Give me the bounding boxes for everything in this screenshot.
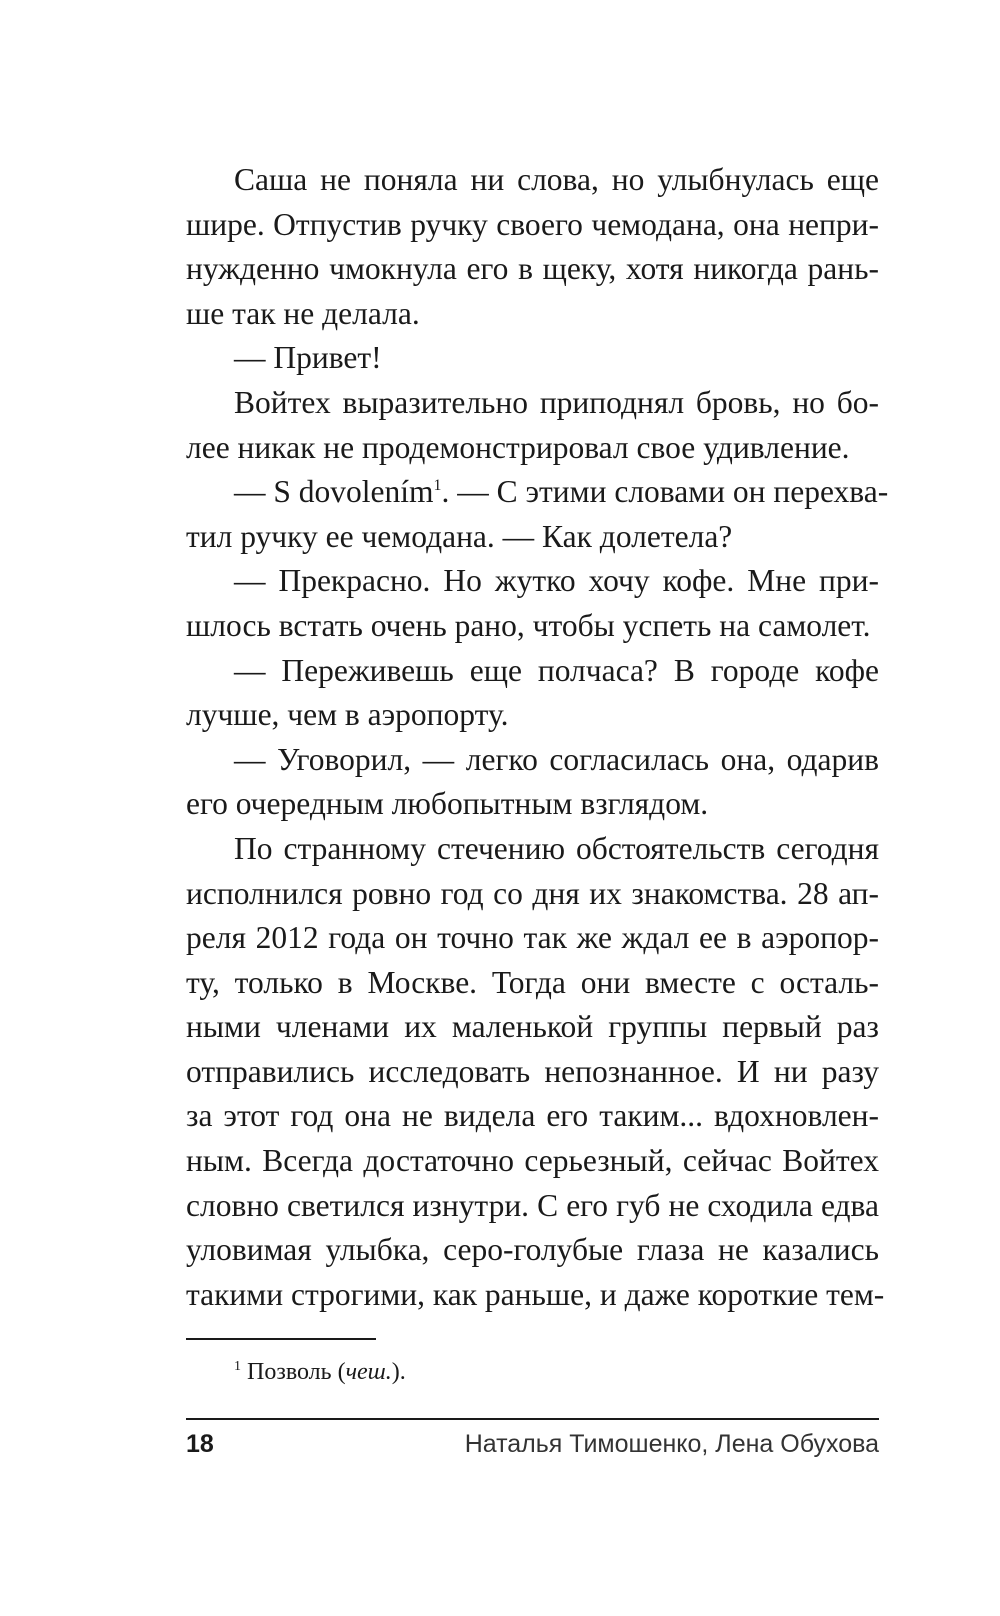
text-line: — Переживешь еще полчаса? В городе кофе xyxy=(234,652,879,688)
text-line: нужденно чмокнула его в щеку, хотя никогда рань- xyxy=(186,251,879,287)
text-line: исполнился ровно год со дня их знакомства. 28 ап- xyxy=(186,875,879,911)
text-line: Войтех выразительно приподнял бровь, но бо- xyxy=(234,384,879,420)
page-number: 18 xyxy=(186,1430,214,1458)
text-line: отправились исследовать непознанное. И ни разу xyxy=(186,1053,879,1089)
text-line: за этот год она не видела его таким... вдохновлен- xyxy=(186,1098,879,1134)
text-line: — Прекрасно. Но жутко хочу кофе. Мне при- xyxy=(234,563,879,599)
text-line: словно светился изнутри. С его губ не сходила едва xyxy=(186,1187,879,1223)
text-line: ными членами их маленькой группы первый раз xyxy=(186,1009,879,1045)
text-line: шире. Отпустив ручку своего чемодана, она непри- xyxy=(186,206,879,242)
text-line: такими строгими, как раньше, и даже короткие тем- xyxy=(186,1276,885,1312)
running-footer-authors: Наталья Тимошенко, Лена Обухова xyxy=(464,1430,879,1458)
text-line: ным. Всегда достаточно серьезный, сейчас Войтех xyxy=(186,1143,879,1179)
text-line: ту, только в Москве. Тогда они вместе с осталь- xyxy=(186,964,879,1000)
text-line: тил ручку ее чемодана. — Как долетела? xyxy=(186,518,733,554)
footnote-abbreviation: чеш. xyxy=(345,1359,392,1385)
text-line: — Привет! xyxy=(234,340,382,376)
text-line: Саша не поняла ни слова, но улыбнулась еще xyxy=(234,162,879,197)
body-text xyxy=(186,158,889,1317)
footnote xyxy=(234,1357,406,1387)
footer-divider xyxy=(186,1418,879,1420)
footnote-text: Позволь ( xyxy=(247,1359,346,1385)
footnote-reference: 1 xyxy=(433,477,442,495)
text-line: — Уговорил, — легко согласилась она, одарив xyxy=(234,741,879,777)
text-line: лучше, чем в аэропорту. xyxy=(186,697,509,733)
text-line: ше так не делала. xyxy=(186,295,420,331)
footnote-marker: 1 xyxy=(234,1359,241,1374)
text-line: шлось встать очень рано, чтобы успеть на самолет. xyxy=(186,607,871,643)
text-line: уловимая улыбка, серо-голубые глаза не казались xyxy=(186,1232,879,1268)
footnote-text-end: ). xyxy=(391,1359,406,1385)
text-line: лее никак не продемонстрировал свое удивление. xyxy=(186,429,850,465)
text-fragment: — S dovolením xyxy=(234,474,434,510)
text-line: По странному стечению обстоятельств сегодня xyxy=(234,830,879,866)
text-line: реля 2012 года он точно так же ждал ее в аэропор- xyxy=(186,920,879,956)
text-fragment: . — С этими словами он перехва- xyxy=(441,474,889,510)
footnote-separator xyxy=(186,1338,376,1340)
text-line xyxy=(186,470,889,515)
text-line: его очередным любопытным взглядом. xyxy=(186,786,709,822)
